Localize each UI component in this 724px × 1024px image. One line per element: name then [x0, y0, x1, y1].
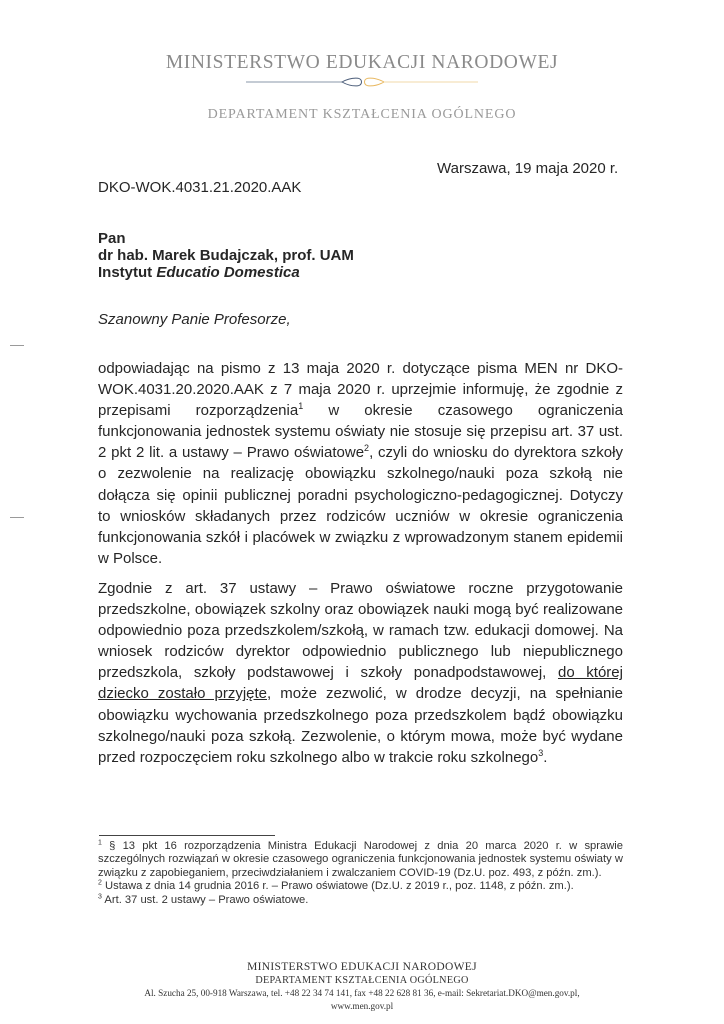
p1-part3: , czyli do wniosku do dyrektora szkoły o zezwolenie na realizację obowiązku szkolnego/nauki poza szkołą nie dołącza się opinii publicznej poradni psychologiczno-pedagogicznej. Dotyczy to wniosków składanych przez rodziców uczniów w okresie ograniczenia funkcjonowania szkół i placówek w związku z wprowadzonym stanem epidemii w Polsce. — [98, 444, 623, 567]
institute-prefix: Instytut — [98, 264, 157, 281]
footer-website[interactable]: www.men.gov.pl — [330, 1001, 394, 1011]
greeting: Szanowny Panie Profesorze, — [98, 311, 291, 328]
footer-address: Al. Szucha 25, 00-918 Warszawa, tel. +48 22 34 74 141, fax +48 22 628 81 36, e-mail: Sekretariat.DKO@men.gov.pl, — [144, 988, 580, 998]
letterhead-ministry: MINISTERSTWO EDUKACJI NARODOWEJ — [165, 52, 559, 73]
recipient-salutation: Pan — [98, 230, 126, 247]
p2-underlined-phrase: do której dziecko zostało przyjęte — [98, 664, 623, 703]
p2-part3: . — [543, 748, 548, 766]
margin-punch-mark — [10, 345, 24, 346]
footnote-2 — [98, 880, 623, 893]
reference-number: DKO-WOK.4031.21.2020.AAK — [98, 179, 302, 196]
footnote-1-text: § 13 pkt 16 rozporządzenia Ministra Edukacji Narodowej z dnia 20 marca 2020 r. w sprawie szczególnych rozwiązań w okresie czasowego ograniczenia funkcjonowania jednostek systemu oświaty w związku z zapobieganiem, przeciwdziałaniem i zwalczaniem COVID-19 (Dz.U. poz. 493, z późn. zm.). — [98, 840, 623, 879]
ministry-emblem-icon — [246, 76, 478, 88]
footnote-3 — [98, 894, 623, 907]
p1-part1: odpowiadając na pismo z 13 maja 2020 r. dotyczące pisma MEN nr DKO-WOK.4031.20.2020.AAK z 7 maja 2020 r. uprzejmie informuję, że zgodnie z przepisami rozporządzenia — [98, 360, 623, 420]
footnote-3-number: 3 — [98, 892, 102, 900]
footer-ministry: MINISTERSTWO EDUKACJI NARODOWEJ — [247, 961, 477, 973]
p2-part2: , może zezwolić, w drodze decyzji, na spełnianie obowiązku wychowania przedszkolnego poza przedszkolem bądź obowiązku szkolnego/nauki poza szkołą. Zezwolenie, o którym mowa, może być wydane przed rozpoczęciem roku szkolnego albo w trakcie roku szkolnego — [98, 685, 623, 766]
margin-punch-mark — [10, 517, 24, 518]
institute-name: Educatio Domestica — [156, 264, 300, 281]
footer-department: DEPARTAMENT KSZTAŁCENIA OGÓLNEGO — [255, 975, 469, 986]
footnotes — [98, 840, 623, 907]
recipient-name: dr hab. Marek Budajczak, prof. UAM — [98, 247, 354, 264]
emblem-right-drop — [365, 78, 385, 86]
page-footer — [0, 961, 724, 1013]
footnote-ref-2[interactable]: 2 — [364, 443, 370, 454]
p1-part2: w okresie czasowego ograniczenia funkcjonowania jednostek systemu oświaty nie stosuje się przepisu art. 37 ust. 2 pkt 2 lit. a ustawy – Prawo oświatowe — [98, 402, 623, 462]
letterhead-department: DEPARTAMENT KSZTAŁCENIA OGÓLNEGO — [207, 107, 517, 122]
footnote-ref-1[interactable]: 1 — [298, 401, 304, 412]
p2-part1: Zgodnie z art. 37 ustawy – Prawo oświatowe roczne przygotowanie przedszkolne, obowiązek szkolny oraz obowiązek nauki mogą być realizowane odpowiednio poza przedszkolem/szkołą, w ramach tzw. edukacji domowej. Na wniosek rodziców dyrektor odpowiednio publicznego lub niepublicznego przedszkola, szkoły podstawowej i szkoły ponadpodstawowej, — [98, 580, 623, 682]
footnote-2-number: 2 — [98, 879, 102, 887]
recipient-institute — [98, 264, 354, 281]
body-paragraph-2 — [98, 578, 623, 768]
footnote-3-text: Art. 37 ust. 2 ustawy – Prawo oświatowe. — [101, 893, 309, 906]
footnote-1-number: 1 — [98, 839, 102, 847]
recipient-block — [98, 230, 354, 281]
footnote-separator — [99, 835, 275, 836]
body-paragraph-1 — [98, 358, 623, 569]
emblem-left-drop — [342, 78, 362, 86]
place-date: Warszawa, 19 maja 2020 r. — [437, 160, 619, 177]
footnote-ref-3[interactable]: 3 — [538, 747, 544, 758]
footnote-2-text: Ustawa z dnia 14 grudnia 2016 r. – Prawo oświatowe (Dz.U. z 2019 r., poz. 1148, z późn. zm.). — [101, 880, 574, 893]
footnote-1 — [98, 840, 623, 880]
